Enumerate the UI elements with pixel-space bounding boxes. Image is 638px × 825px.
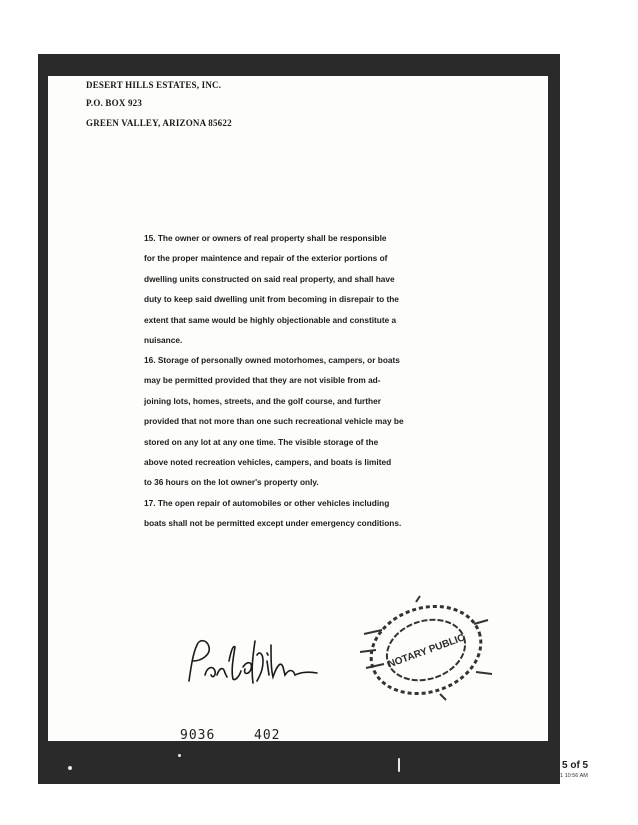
text-line: stored on any lot at any one time. The visible storage of the <box>144 436 379 447</box>
text-line: 16. Storage of personally owned motorhomes, campers, or boats <box>144 355 400 365</box>
text-line: for the proper maintence and repair of the exterior portions of <box>144 253 388 264</box>
book-number: 9036 <box>180 728 216 743</box>
scan-artifact <box>398 758 400 772</box>
paragraph-17 <box>144 493 480 534</box>
text-line: above noted recreation vehicles, campers, and boats is limited <box>144 456 392 467</box>
document-page <box>48 76 548 741</box>
scanned-page-frame <box>38 54 560 784</box>
scan-artifact <box>178 754 181 757</box>
paragraph-16 <box>144 350 480 493</box>
text-line: joining lots, homes, streets, and the golf course, and further <box>144 395 381 406</box>
text-line: duty to keep said dwelling unit from becoming in disrepair to the <box>144 294 399 305</box>
handwritten-signature <box>183 631 323 693</box>
viewer-timestamp: 1 10:56 AM <box>560 773 588 779</box>
text-line: 15. The owner or owners of real property shall be responsible <box>144 233 387 243</box>
text-line: nuisance. <box>144 334 183 345</box>
company-name: DESERT HILLS ESTATES, INC. <box>86 80 222 90</box>
text-line: provided that not more than one such recreational vehicle may be <box>144 416 404 427</box>
text-line: boats shall not be permitted except under emergency conditions. <box>144 518 402 529</box>
scan-artifact <box>68 766 72 770</box>
company-po-box: P.O. BOX 923 <box>86 98 143 108</box>
seal-text: NOTARY PUBLIC <box>386 632 467 671</box>
page-number: 402 <box>254 728 281 743</box>
text-line: extent that same would be highly objectionable and constitute a <box>144 314 397 325</box>
paragraph-15 <box>144 228 480 350</box>
page-indicator: 5 of 5 <box>562 760 589 771</box>
notary-seal-stamp <box>356 594 496 704</box>
text-line: to 36 hours on the lot owner's property only. <box>144 477 319 488</box>
text-line: 17. The open repair of automobiles or other vehicles including <box>144 498 390 508</box>
text-line: may be permitted provided that they are not visible from ad- <box>144 375 381 386</box>
text-line: dwelling units constructed on said real property, and shall have <box>144 273 395 284</box>
company-city-state: GREEN VALLEY, ARIZONA 85622 <box>86 118 232 128</box>
